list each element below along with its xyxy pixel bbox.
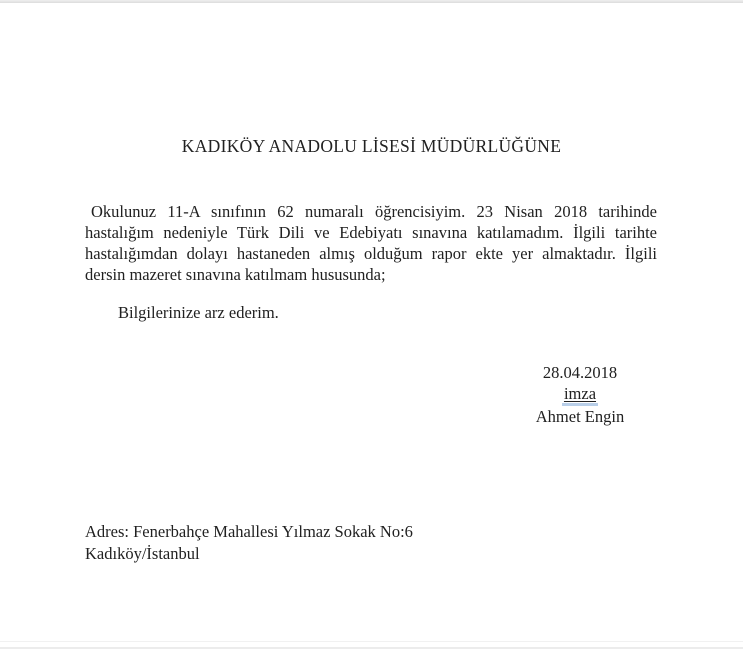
- address-line-1: Adres: Fenerbahçe Mahallesi Yılmaz Sokak No:6: [85, 522, 413, 541]
- page-bottom-edge-2: [0, 647, 743, 649]
- letter-body: [85, 201, 657, 285]
- page-bottom-edge: [0, 641, 743, 642]
- address-line-2: Kadıköy/İstanbul: [85, 544, 200, 563]
- signature-block: [495, 362, 665, 427]
- signature-placeholder: imza: [562, 385, 598, 406]
- address-block: [85, 521, 413, 565]
- body-line-2: hastalığım nedeniyle Türk Dili ve Edebiyatı sınavına katılamadım. İlgili tarihte: [85, 223, 657, 242]
- page-top-edge: [0, 0, 743, 3]
- closing-line: Bilgilerinize arz ederim.: [118, 303, 279, 322]
- letter-date: 28.04.2018: [542, 363, 618, 382]
- body-line-4: dersin mazeret sınavına katılmam hususunda;: [85, 265, 386, 284]
- body-line-3: hastalığımdan dolayı hastaneden almış olduğum rapor ekte yer almaktadır. İlgili: [85, 244, 657, 263]
- sender-name: Ahmet Engin: [535, 407, 625, 426]
- letter-title: KADIKÖY ANADOLU LİSESİ MÜDÜRLÜĞÜNE: [181, 136, 562, 156]
- body-line-1: Okulunuz 11-A sınıfının 62 numaralı öğrencisiyim. 23 Nisan 2018 tarihinde: [91, 202, 657, 221]
